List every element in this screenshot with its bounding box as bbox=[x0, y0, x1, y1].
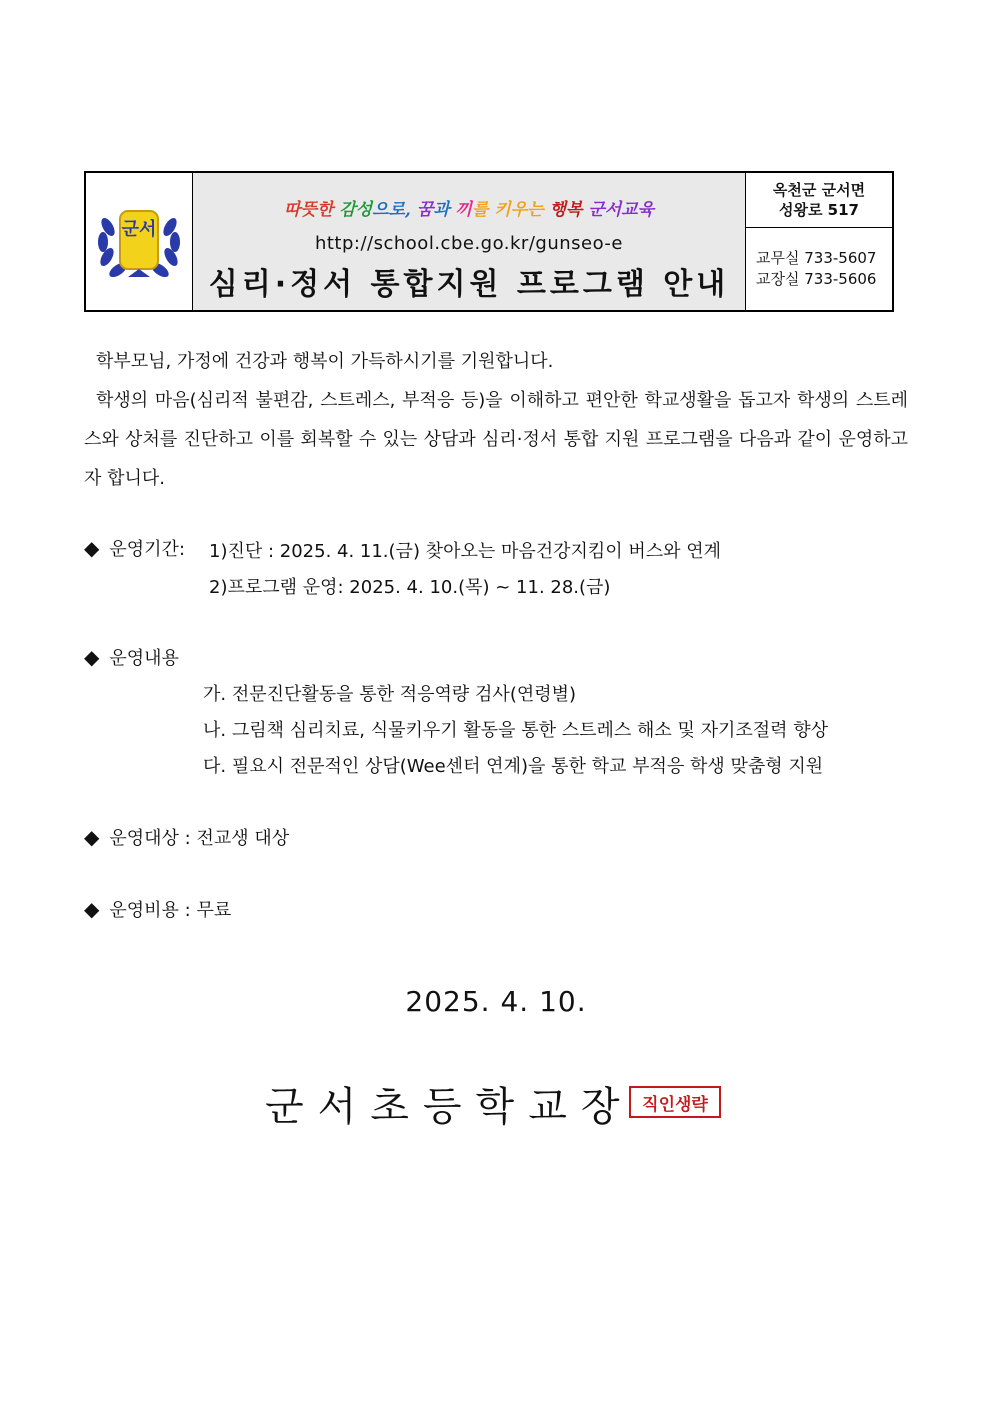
document-date: 2025. 4. 10. bbox=[405, 985, 587, 1018]
logo-text: 군서 bbox=[121, 218, 157, 240]
period-line-1: 1)진단 : 2025. 4. 11.(금) 찾아오는 마음건강지킴이 버스와 연계 bbox=[209, 541, 722, 562]
target-text: 운영대상 : 전교생 대상 bbox=[109, 828, 290, 849]
header-table bbox=[84, 171, 894, 312]
greeting-text: 학부모님, 가정에 건강과 행복이 가득하시기를 기원합니다. bbox=[96, 351, 554, 372]
school-emblem-icon bbox=[94, 197, 184, 287]
content-section bbox=[84, 644, 179, 670]
diamond-bullet-icon: ◆ bbox=[84, 645, 100, 669]
content-label: 운영내용 bbox=[109, 648, 179, 669]
content-item-c: 다. 필요시 전문적인 상담(Wee센터 연계)을 통한 학교 부적응 학생 맞춤형 지원 bbox=[203, 756, 824, 777]
period-section bbox=[84, 535, 185, 561]
slogan-part: 행복 bbox=[549, 200, 583, 220]
address-line: 옥천군 군서면 bbox=[772, 181, 866, 199]
slogan-part: 과 bbox=[433, 200, 456, 220]
content-item-a: 가. 전문진단활동을 통한 적응역량 검사(연령별) bbox=[203, 684, 577, 705]
slogan-part: 으로, bbox=[372, 200, 417, 220]
target-section bbox=[84, 824, 289, 850]
contact-cell bbox=[746, 173, 892, 310]
document-title: 심리·정서 통합지원 프로그램 안내 bbox=[208, 267, 730, 302]
period-line-2: 2)프로그램 운영: 2025. 4. 10.(목) ~ 11. 28.(금) bbox=[209, 577, 611, 598]
intro-body-text: 학생의 마음(심리적 불편감, 스트레스, 부적응 등)을 이해하고 편안한 학교생활을 돕고자 학생의 스트레스와 상처를 진단하고 이를 회복할 수 있는 상담과 심리·정서 통합 지원 프로그램을 다음과 같이 운영하고자 합니다. bbox=[84, 390, 908, 489]
slogan-part: 따뜻한 bbox=[284, 200, 340, 220]
school-slogan bbox=[193, 195, 745, 220]
cost-section bbox=[84, 896, 231, 922]
official-seal-stamp: 직인생략 bbox=[629, 1086, 721, 1118]
address-line: 성왕로 517 bbox=[778, 201, 859, 219]
diamond-bullet-icon: ◆ bbox=[84, 825, 100, 849]
title-cell bbox=[193, 173, 746, 310]
phone-block bbox=[746, 228, 892, 310]
cost-text: 운영비용 : 무료 bbox=[109, 900, 232, 921]
principal-signature: 군서초등학교장 bbox=[265, 1084, 634, 1130]
slogan-part: 군서교육 bbox=[582, 200, 654, 220]
slogan-part: 끼 bbox=[455, 200, 472, 220]
period-label: 운영기간: bbox=[109, 539, 186, 560]
phone-office: 교무실 733-5607 bbox=[756, 249, 877, 267]
diamond-bullet-icon: ◆ bbox=[84, 536, 100, 560]
slogan-part: 를 키우는 bbox=[471, 200, 550, 220]
school-logo bbox=[86, 173, 193, 310]
content-item-b: 나. 그림책 심리치료, 식물키우기 활동을 통한 스트레스 해소 및 자기조절력 향상 bbox=[203, 720, 829, 741]
phone-principal: 교장실 733-5606 bbox=[756, 270, 877, 288]
diamond-bullet-icon: ◆ bbox=[84, 897, 100, 921]
slogan-part: 감성 bbox=[339, 200, 373, 220]
school-url[interactable]: http://school.cbe.go.kr/gunseo-e bbox=[314, 233, 624, 254]
slogan-part: 꿈 bbox=[416, 200, 434, 220]
intro-paragraph bbox=[84, 342, 908, 498]
address-block bbox=[746, 173, 892, 228]
